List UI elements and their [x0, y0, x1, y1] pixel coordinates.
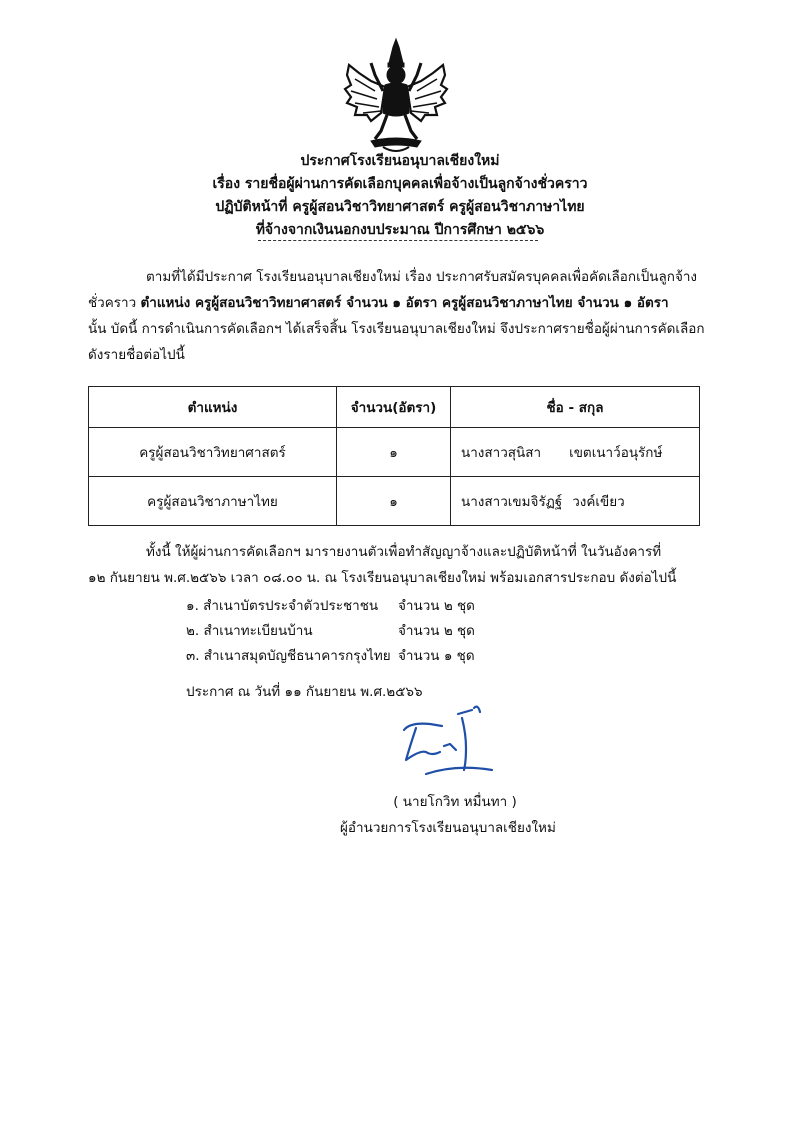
instruction-line-2: ๑๒ กันยายน พ.ศ.๒๕๖๖ เวลา ๐๘.๐๐ น. ณ โรงเรียนอนุบาลเชียงใหม่ พร้อมเอกสารประกอบ ดังต่อไปนี้: [88, 570, 677, 586]
handwritten-signature: [396, 700, 506, 790]
title-line-4: ที่จ้างจากเงินนอกงบประมาณ ปีการศึกษา ๒๕๖๖: [255, 222, 545, 238]
selected-candidates-table: [88, 386, 700, 526]
announcement-date: ประกาศ ณ วันที่ ๑๑ กันยายน พ.ศ.๒๕๖๖: [186, 684, 423, 700]
cell-name: [451, 428, 700, 477]
last-name: วงค์เขียว: [572, 494, 625, 510]
garuda-emblem-icon: [341, 35, 451, 153]
intro-line-1: ตามที่ได้มีประกาศ โรงเรียนอนุบาลเชียงใหม่ เรื่อง ประกาศรับสมัครบุคคลเพื่อคัดเลือกเป็นลูกจ้าง: [146, 269, 698, 285]
header-position: ตำแหน่ง: [89, 387, 337, 428]
intro-line-2-start: ชั่วคราว: [88, 295, 141, 311]
cell-count: ๑: [337, 477, 451, 526]
title-line-3: ปฏิบัติหน้าที่ ครูผู้สอนวิชาวิทยาศาสตร์ ครูผู้สอนวิชาภาษาไทย: [215, 199, 585, 215]
signer-title: ผู้อำนวยการโรงเรียนอนุบาลเชียงใหม่: [340, 820, 556, 836]
table-row: [89, 428, 700, 477]
document-quantity: จำนวน ๒ ชุด: [398, 623, 475, 639]
intro-paragraph: [88, 264, 714, 368]
cell-name: [451, 477, 700, 526]
cell-position: ครูผู้สอนวิชาภาษาไทย: [89, 477, 337, 526]
signer-name: ( นายโกวิท หมื่นทา ): [393, 794, 517, 810]
list-item: [186, 644, 475, 669]
cell-position: ครูผู้สอนวิชาวิทยาศาสตร์: [89, 428, 337, 477]
instruction-line-1: ทั้งนี้ ให้ผู้ผ่านการคัดเลือกฯ มารายงานตัวเพื่อทำสัญญาจ้างและปฏิบัติหน้าที่ ในวันอังคารที่: [146, 544, 662, 560]
document-quantity: จำนวน ๑ ชุด: [398, 648, 475, 664]
table-row: [89, 477, 700, 526]
first-name: นางสาวเขมจิรัฏฐ์: [461, 494, 563, 510]
list-item: [186, 594, 475, 619]
header-count: จำนวน(อัตรา): [337, 387, 451, 428]
intro-line-3: นั้น บัดนี้ การดำเนินการคัดเลือกฯ ได้เสร็จสิ้น โรงเรียนอนุบาลเชียงใหม่ จึงประกาศรายชื่อผู้ผ่านการคัดเลือก: [88, 321, 705, 337]
last-name: เขตเนาว์อนุรักษ์: [569, 445, 663, 461]
required-documents-list: [186, 594, 475, 669]
announcement-title: [0, 150, 800, 242]
intro-line-4: ดังรายชื่อต่อไปนี้: [88, 347, 185, 363]
list-item: [186, 619, 475, 644]
document-name: ๑. สำเนาบัตรประจำตัวประชาชน: [186, 598, 379, 614]
document-name: ๓. สำเนาสมุดบัญชีธนาคารกรุงไทย: [186, 648, 391, 664]
intro-line-2: [88, 290, 714, 316]
table-header-row: [89, 387, 700, 428]
title-divider: [258, 240, 538, 241]
first-name: นางสาวสุนิสา: [461, 445, 542, 461]
document-quantity: จำนวน ๒ ชุด: [398, 598, 475, 614]
title-line-1: ประกาศโรงเรียนอนุบาลเชียงใหม่: [300, 153, 500, 169]
instruction-paragraph: [88, 539, 714, 591]
intro-line-2-positions: ตำแหน่ง ครูผู้สอนวิชาวิทยาศาสตร์ จำนวน ๑ อัตรา ครูผู้สอนวิชาภาษาไทย จำนวน ๑ อัตรา: [140, 295, 669, 311]
cell-count: ๑: [337, 428, 451, 477]
title-line-2: เรื่อง รายชื่อผู้ผ่านการคัดเลือกบุคคลเพื่อจ้างเป็นลูกจ้างชั่วคราว: [212, 176, 588, 192]
header-name: ชื่อ - สกุล: [451, 387, 700, 428]
document-name: ๒. สำเนาทะเบียนบ้าน: [186, 623, 313, 639]
